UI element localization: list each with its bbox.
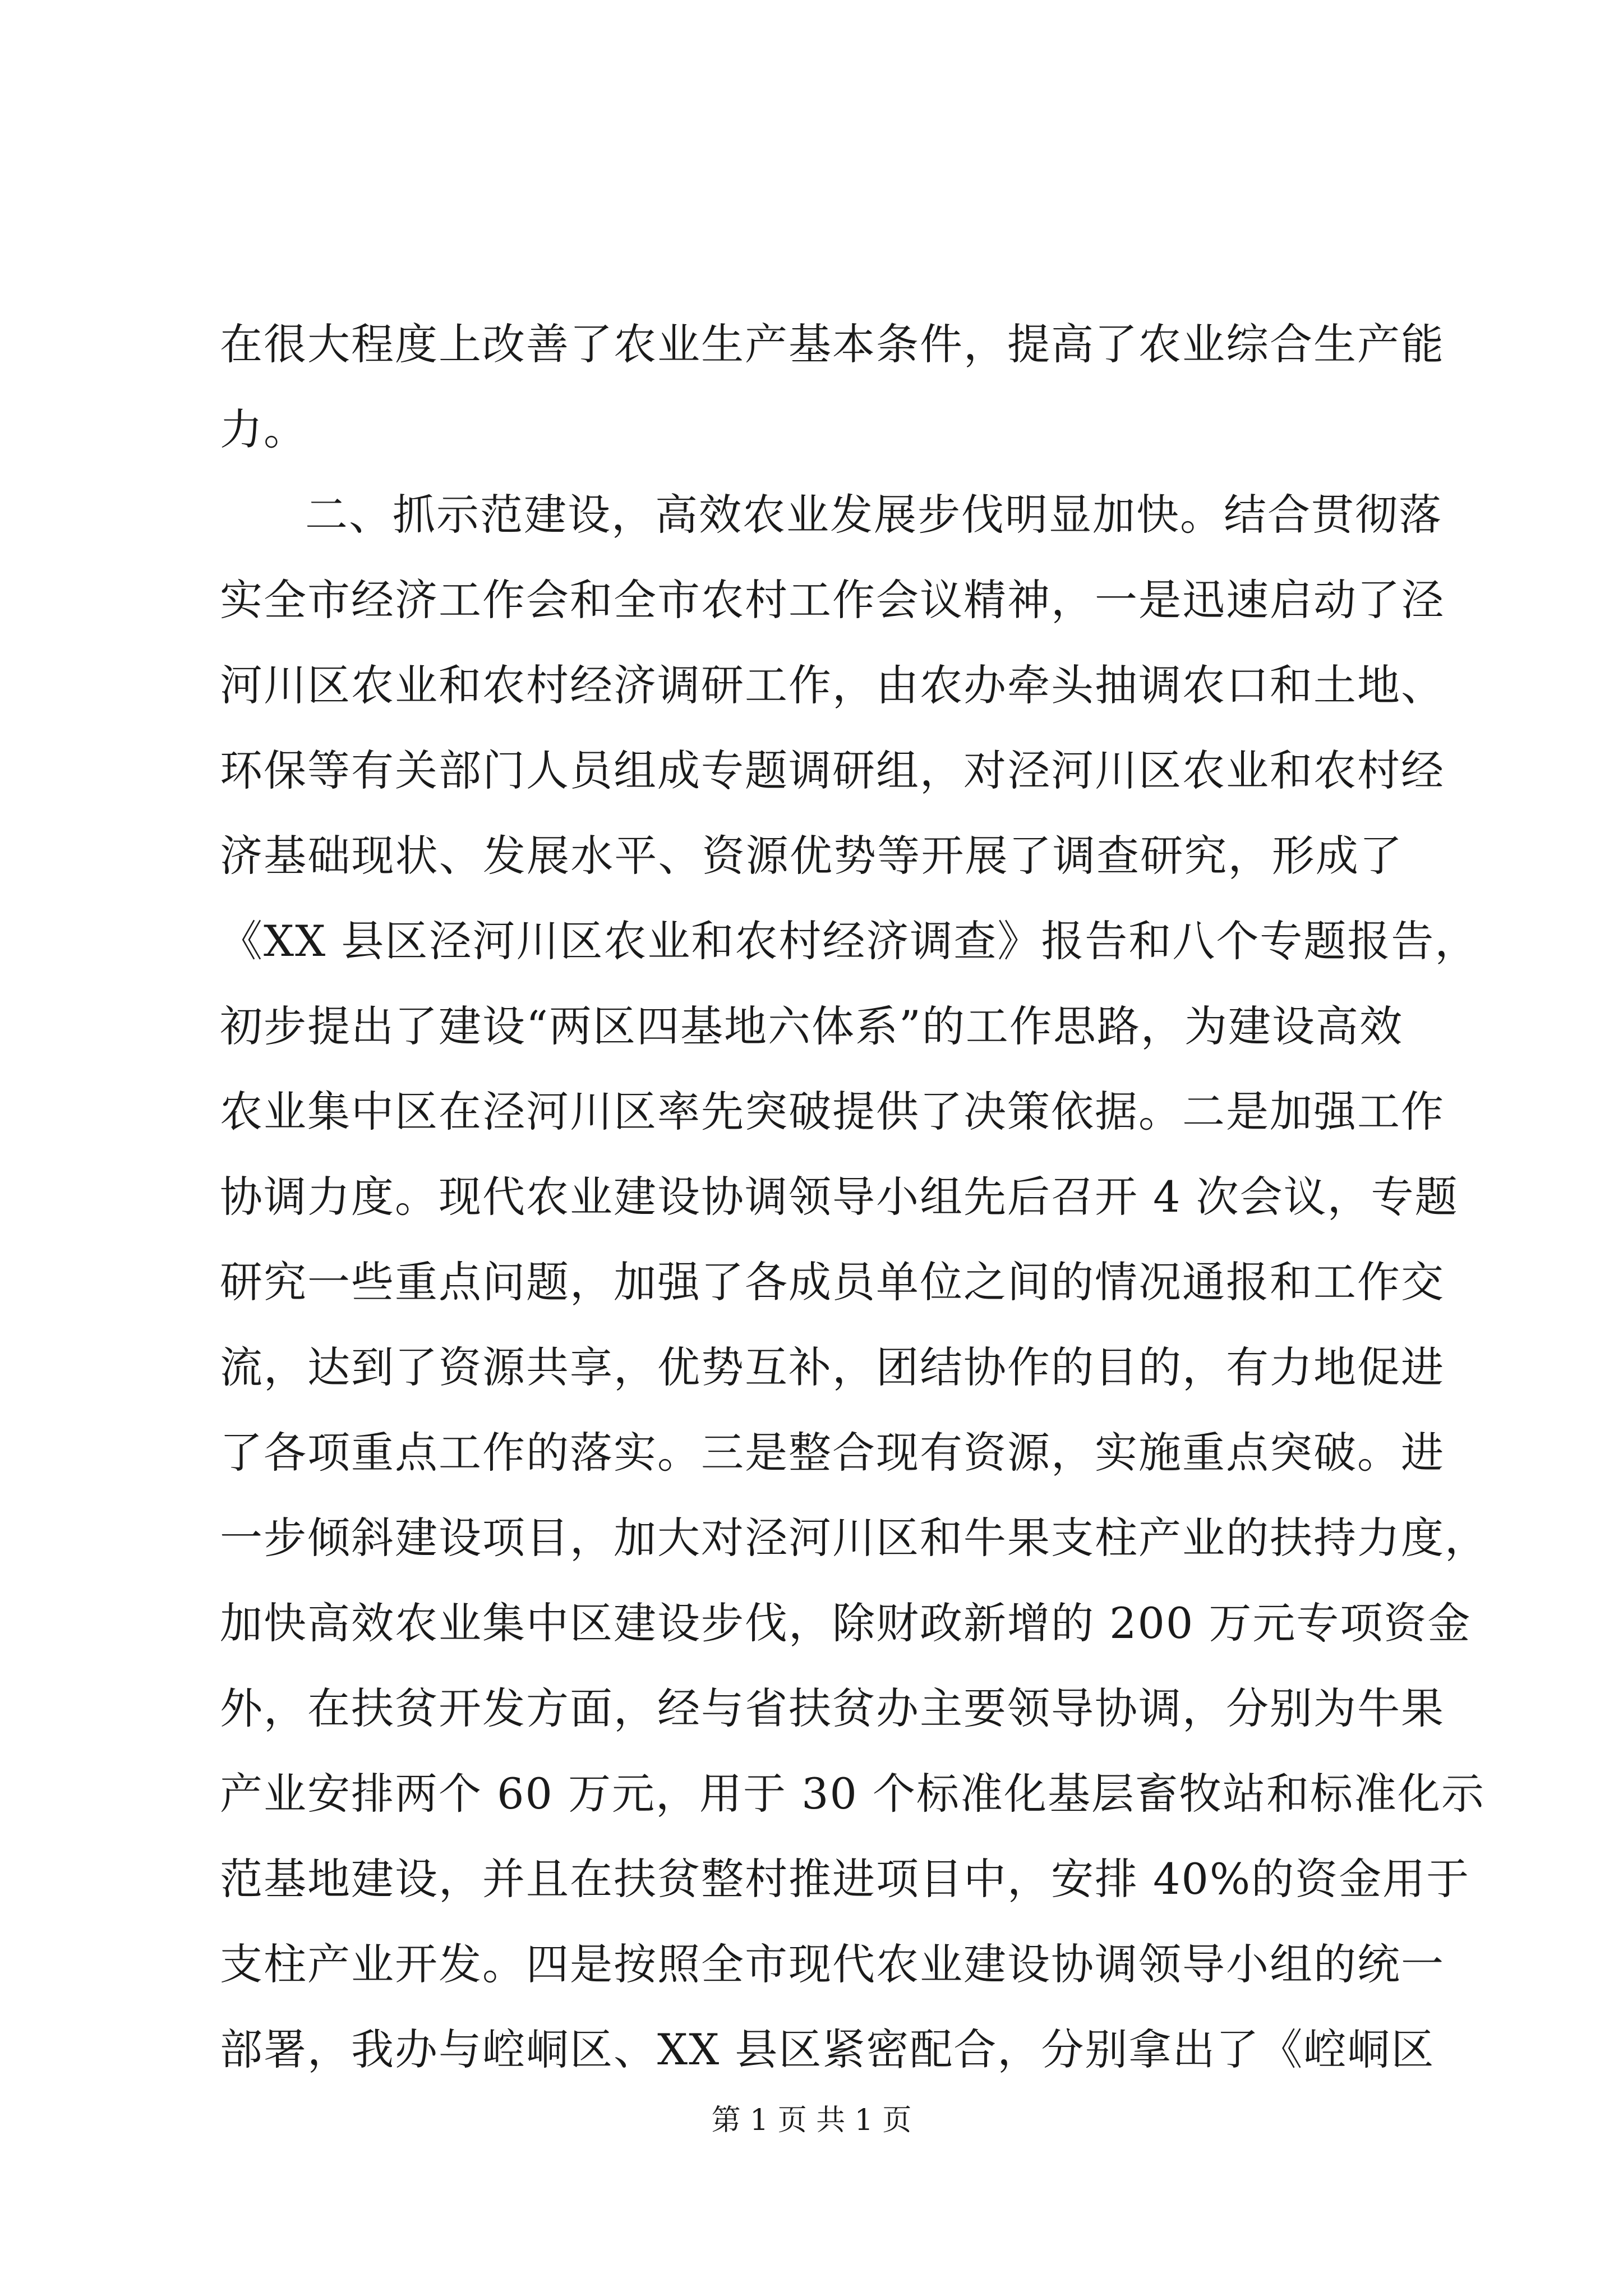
text-line: 部署，我办与崆峒区、XX 县区紧密配合，分别拿出了《崆峒区 — [220, 2024, 1435, 2074]
text-line: 在很大程度上改善了农业生产基本条件，提高了农业综合生产能 — [220, 319, 1445, 369]
text-line: 一步倾斜建设项目，加大对泾河川区和牛果支柱产业的扶持力度， — [220, 1513, 1488, 1563]
text-line: 了各项重点工作的落实。三是整合现有资源，实施重点突破。进 — [220, 1428, 1445, 1478]
text-line: 二、抓示范建设，高效农业发展步伐明显加快。结合贯彻落 — [305, 490, 1442, 540]
text-line: 支柱产业开发。四是按照全市现代农业建设协调领导小组的统一 — [220, 1939, 1445, 1989]
text-line: 农业集中区在泾河川区率先突破提供了决策依据。二是加强工作 — [220, 1087, 1445, 1137]
text-line: 济基础现状、发展水平、资源优势等开展了调查研究，形成了 — [220, 831, 1403, 881]
text-line: 产业安排两个 60 万元，用于 30 个标准化基层畜牧站和标准化示 — [220, 1769, 1486, 1819]
text-line: 实全市经济工作会和全市农村工作会议精神，一是迅速启动了泾 — [220, 575, 1445, 625]
text-line: 初步提出了建设“两区四基地六体系”的工作思路，为建设高效 — [220, 1001, 1403, 1051]
text-line: 加快高效农业集中区建设步伐，除财政新增的 200 万元专项资金 — [220, 1598, 1472, 1648]
text-line: 河川区农业和农村经济调研工作，由农办牵头抽调农口和土地、 — [220, 660, 1445, 710]
text-line: 研究一些重点问题，加强了各成员单位之间的情况通报和工作交 — [220, 1257, 1445, 1307]
text-line: 《XX 县区泾河川区农业和农村经济调查》报告和八个专题报告， — [220, 916, 1479, 966]
text-line: 力。 — [220, 404, 307, 454]
text-line: 流，达到了资源共享，优势互补，团结协作的目的，有力地促进 — [220, 1342, 1445, 1392]
page-footer: 第 1 页 共 1 页 — [711, 2104, 912, 2137]
document-body — [220, 302, 1488, 2092]
text-line: 环保等有关部门人员组成专题调研组，对泾河川区农业和农村经 — [220, 746, 1445, 795]
text-line: 范基地建设，并且在扶贫整村推进项目中，安排 40%的资金用于 — [220, 1854, 1470, 1904]
text-line: 外，在扶贫开发方面，经与省扶贫办主要领导协调，分别为牛果 — [220, 1683, 1445, 1733]
text-line: 协调力度。现代农业建设协调领导小组先后召开 4 次会议，专题 — [220, 1172, 1459, 1222]
